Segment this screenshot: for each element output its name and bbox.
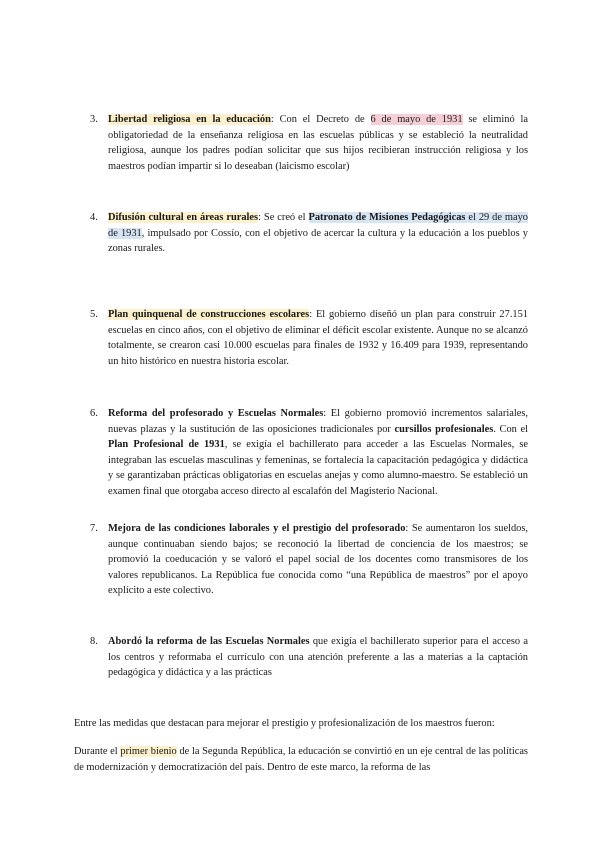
item-number: 8. [90,636,98,647]
item-title: Difusión cultural en áreas rurales [108,212,259,223]
item-body: Libertad religiosa en la educación: Con el Decreto de 6 de mayo de 1931 se eliminó la obligatoriedad de la enseñanza religiosa en las escuelas públicas y se estableció la neutralidad religiosa, aunque los padres podían solicitar que sus hijos recibieran instrucción religiosa y los maestros podían impartir si lo deseaban (laicismo escolar) [108,114,528,172]
item-body: Abordó la reforma de las Escuelas Normales que exigía el bachillerato superior para el acceso a los centros y reformaba el currículo con una atención preferente a las a materias a la captación pedagógica y didáctica y a las prácticas [108,636,528,679]
item-body: Mejora de las condiciones laborales y el prestigio del profesorado: Se aumentaron los sueldos, aunque continuaban siendo bajos; se reconoció la libertad de conciencia de los maestros; se promovió la coeducación y se valoró el papel social de los docentes como transmisores de los valores republicanos. La República fue conocida como “una República de maestros” por el apoyo explícito a este colectivo. [108,523,528,597]
highlighted-date: 6 de mayo de 1931 [370,114,463,125]
item-body: Difusión cultural en áreas rurales: Se creó el Patronato de Misiones Pedagógicas el 29 de mayo de 1931, impulsado por Cossío, con el objetivo de acercar la cultura y la educación a los pueblos y zonas rurales. [108,212,528,255]
item-body: Plan quinquenal de construcciones escolares: El gobierno diseñó un plan para construir 27.151 escuelas en cinco años, con el objetivo de eliminar el déficit escolar existente. Aunque no se alcanzó totalmente, se crearon casi 10.000 escuelas para finales de 1932 y 16.409 para 1939, representando un hito histórico en nuestra historia escolar. [108,309,528,367]
item-title: Abordó la reforma de las Escuelas Normales [108,636,310,647]
list-item-4 [90,210,528,257]
highlighted-org: Patronato de Misiones Pedagógicas [308,212,466,223]
item-title: Plan quinquenal de construcciones escolares [108,309,310,320]
item-title: Libertad religiosa en la educación [108,114,271,125]
highlighted-phrase: primer bienio [120,746,177,757]
item-number: 7. [90,523,98,534]
highlighted-date: 29 de mayo de 1931 [108,212,528,239]
closing-paragraph: Durante el primer bienio de la Segunda República, la educación se convirtió en un eje central de las políticas de modernización y democratización del país. Dentro de este marco, la reforma de las [74,746,528,773]
item-body: Reforma del profesorado y Escuelas Normales: El gobierno promovió incrementos salariales, nuevas plazas y la sustitución de las oposiciones tradicionales por cursillos profesionales. Con el Plan Profesional de 1931, se exigía el bachillerato para acceder a las Escuelas Normales, se integraban las escuelas masculinas y femeninas, se fortalecía la capacitación pedagógica y didáctica y se garantizaban prácticas obligatorias en escuelas anejas y como alumno-maestro. Se estableció un examen final que otorgaba acceso directo al escalafón del Magisterio Nacional. [108,408,529,497]
list-item-3 [90,112,528,174]
item-title: Reforma del profesorado y Escuelas Normales [108,408,324,419]
list-item-8 [90,634,528,681]
item-number: 4. [90,212,98,223]
list-item-7 [90,521,528,599]
item-title: Mejora de las condiciones laborales y el prestigio del profesorado [108,523,406,534]
item-number: 5. [90,309,98,320]
item-number: 3. [90,114,98,125]
list-item-6 [90,406,528,500]
list-item-5 [90,307,528,369]
intro-paragraph: Entre las medidas que destacan para mejorar el prestigio y profesionalización de los maestros fueron: [74,718,495,729]
item-number: 6. [90,408,98,419]
